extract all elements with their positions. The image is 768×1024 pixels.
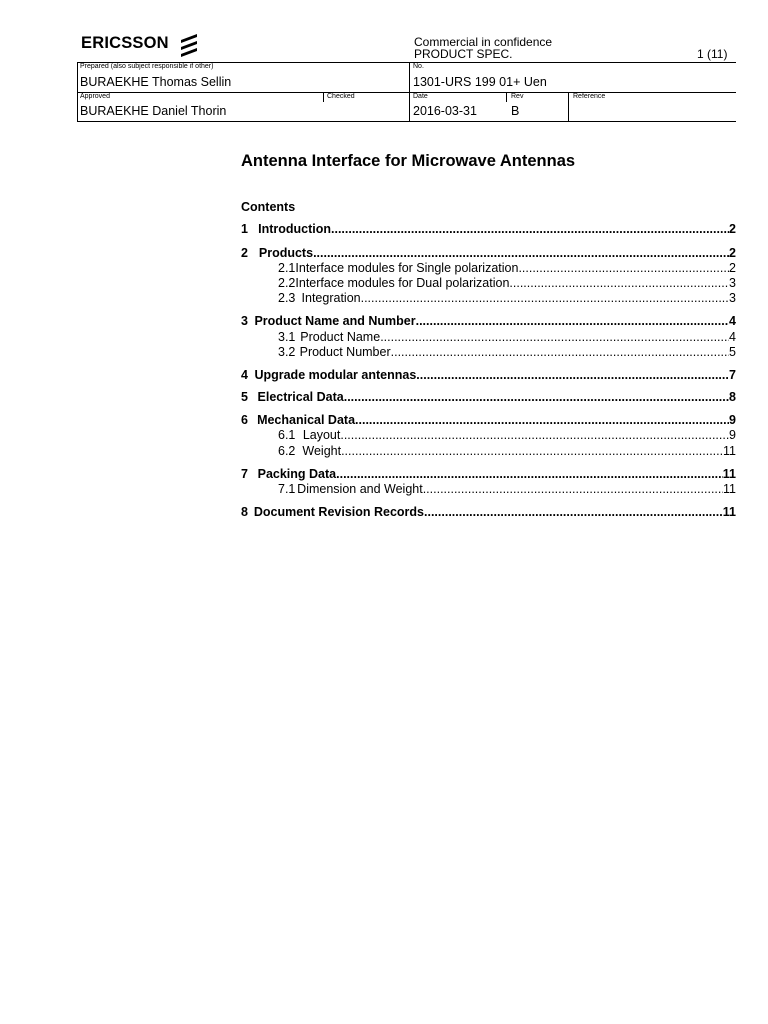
form-divider-rev	[506, 92, 507, 102]
form-border-middle	[77, 92, 736, 93]
toc-leader-dots	[424, 505, 723, 519]
date-value: 2016-03-31	[413, 104, 477, 118]
form-divider-reference	[568, 92, 569, 122]
rev-value: B	[511, 104, 520, 118]
toc-page-number: 3	[729, 276, 736, 290]
toc-title: Product Name	[300, 330, 381, 344]
toc-page-number: 2	[729, 246, 736, 260]
toc-entry-2-3[interactable]	[241, 291, 736, 307]
prepared-label: Prepared (also subject responsible if other)	[80, 63, 214, 70]
toc-number: 4	[241, 368, 248, 382]
toc-page-number: 11	[723, 444, 736, 458]
toc-entry-6-2[interactable]	[241, 444, 736, 460]
toc-leader-dots	[340, 428, 729, 442]
prepared-value: BURAEKHE Thomas Sellin	[80, 75, 232, 89]
toc-leader-dots	[341, 444, 723, 458]
toc-title: Upgrade modular antennas	[254, 368, 417, 382]
form-divider-main	[409, 62, 410, 122]
toc-page-number: 7	[729, 368, 736, 382]
toc-page-number: 4	[729, 330, 736, 344]
form-border-left	[77, 62, 78, 122]
toc-number: 2.3	[278, 291, 296, 305]
toc-number: 7.1	[278, 482, 296, 496]
toc-page-number: 2	[729, 222, 736, 236]
toc-number: 3.1	[278, 330, 296, 344]
toc-entry-7-1[interactable]	[241, 482, 736, 498]
toc-title: Electrical Data	[257, 390, 344, 404]
toc-number: 7	[241, 467, 248, 481]
toc-title: Integration	[301, 291, 361, 305]
toc-entry-2[interactable]	[241, 246, 736, 262]
toc-title: Packing Data	[257, 467, 337, 481]
toc-number: 6.1	[278, 428, 296, 442]
toc-page-number: 11	[722, 467, 736, 481]
toc-entry-6-1[interactable]	[241, 428, 736, 444]
toc-number: 2	[241, 246, 248, 260]
form-divider-checked	[323, 92, 324, 102]
toc-page-number: 11	[722, 505, 736, 519]
toc-page-number: 8	[729, 390, 736, 404]
toc-title: Product Name and Number	[254, 314, 416, 328]
ericsson-logo-icon	[178, 32, 200, 58]
toc-number: 3	[241, 314, 248, 328]
toc-number: 2.2	[278, 276, 296, 290]
toc-page-number: 4	[729, 314, 736, 328]
company-logo-text: ERICSSON	[81, 34, 169, 52]
toc-leader-dots	[518, 261, 729, 275]
toc-entry-3-2[interactable]	[241, 345, 736, 361]
toc-page-number: 9	[729, 413, 736, 427]
checked-label: Checked	[327, 93, 355, 100]
toc-title: Weight	[302, 444, 342, 458]
toc-entry-8[interactable]	[241, 505, 736, 521]
toc-page-number: 2	[729, 261, 736, 275]
date-label: Date	[413, 93, 428, 100]
toc-entry-6[interactable]	[241, 413, 736, 429]
toc-title: Document Revision Records	[253, 505, 425, 519]
toc-title: Product Number	[299, 345, 391, 359]
toc-number: 5	[241, 390, 248, 404]
toc-leader-dots	[336, 467, 723, 481]
page-indicator: 1 (11)	[697, 47, 728, 61]
toc-entry-2-2[interactable]	[241, 276, 736, 292]
toc-entry-5[interactable]	[241, 390, 736, 406]
toc-number: 3.2	[278, 345, 296, 359]
classification-text: Commercial in confidence	[414, 35, 553, 49]
form-border-bottom	[77, 121, 736, 122]
toc-page-number: 5	[729, 345, 736, 359]
toc-leader-dots	[423, 482, 723, 496]
toc-entry-2-1[interactable]	[241, 261, 736, 277]
toc-number: 2.1	[278, 261, 296, 275]
approved-value: BURAEKHE Daniel Thorin	[80, 104, 227, 118]
toc-title: Introduction	[258, 222, 331, 236]
toc-title: Interface modules for Dual polarization	[295, 276, 510, 290]
toc-number: 1	[241, 222, 248, 236]
toc-title: Mechanical Data	[257, 413, 356, 427]
toc-entry-4[interactable]	[241, 368, 736, 384]
toc-number: 6	[241, 413, 248, 427]
toc-title: Interface modules for Single polarization	[295, 261, 519, 275]
toc-leader-dots	[331, 222, 729, 236]
doc-type-text: PRODUCT SPEC.	[414, 47, 513, 61]
no-value: 1301-URS 199 01+ Uen	[413, 75, 547, 89]
rev-label: Rev	[511, 93, 524, 100]
toc-entry-3-1[interactable]	[241, 330, 736, 346]
no-label: No.	[413, 63, 424, 70]
toc-leader-dots	[344, 390, 729, 404]
toc-leader-dots	[313, 246, 729, 260]
toc-page-number: 3	[729, 291, 736, 305]
toc-page-number: 9	[729, 428, 736, 442]
toc-entry-1[interactable]	[241, 222, 736, 238]
document-title: Antenna Interface for Microwave Antennas	[241, 152, 576, 170]
toc-entry-3[interactable]	[241, 314, 736, 330]
contents-heading: Contents	[241, 200, 296, 214]
toc-number: 6.2	[278, 444, 296, 458]
reference-label: Reference	[573, 93, 606, 100]
toc-number: 8	[241, 505, 248, 519]
toc-title: Layout	[302, 428, 341, 442]
toc-leader-dots	[391, 345, 729, 359]
toc-page-number: 11	[723, 482, 736, 496]
toc-leader-dots	[355, 413, 729, 427]
toc-leader-dots	[380, 330, 729, 344]
toc-leader-dots	[361, 291, 729, 305]
toc-title: Products	[258, 246, 314, 260]
approved-label: Approved	[80, 93, 110, 100]
toc-leader-dots	[509, 276, 729, 290]
toc-leader-dots	[416, 368, 729, 382]
toc-title: Dimension and Weight	[297, 482, 423, 496]
toc-entry-7[interactable]	[241, 467, 736, 483]
toc-leader-dots	[416, 314, 729, 328]
